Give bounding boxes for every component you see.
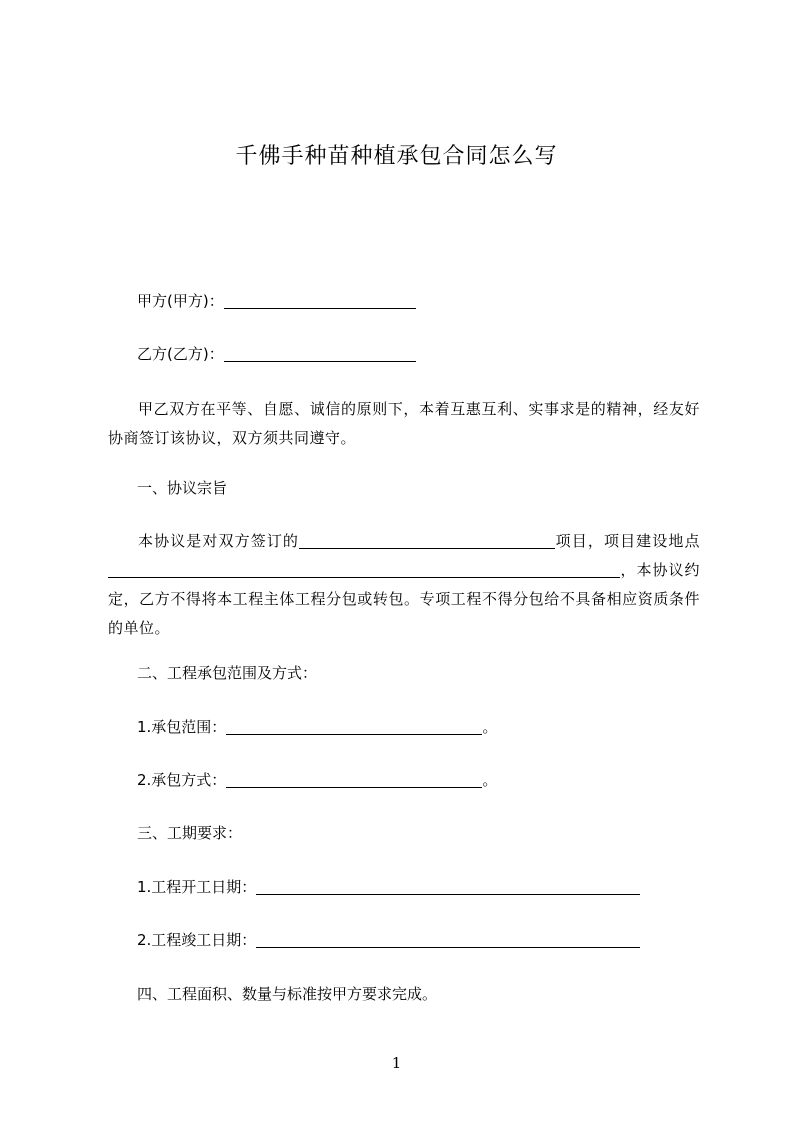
method-blank — [226, 771, 482, 788]
section3-heading: 三、工期要求： — [137, 824, 243, 842]
party-b-label: 乙方(乙方)： — [137, 345, 224, 363]
start-date-line — [137, 876, 640, 898]
method-label: 2.承包方式： — [137, 771, 227, 789]
section1-text-3: ，本协议约定，乙方不得将本工程主体工程分包或转包。专项工程不得分包给不具备相应资质条件的单位。 — [108, 561, 700, 637]
section1-paragraph — [108, 527, 700, 643]
project-name-blank — [299, 532, 555, 549]
scope-line — [137, 716, 497, 738]
end-date-line — [137, 929, 640, 951]
intro-paragraph: 甲乙双方在平等、自愿、诚信的原则下，本着互惠互利、实事求是的精神，经友好协商签订该协议，双方须共同遵守。 — [108, 400, 700, 447]
section4-heading: 四、工程面积、数量与标准按甲方要求完成。 — [137, 985, 438, 1003]
section1-heading: 一、协议宗旨 — [137, 479, 228, 497]
end-date-blank — [256, 931, 640, 948]
party-a-label: 甲方(甲方)： — [137, 292, 224, 310]
page-number: 1 — [391, 1054, 402, 1072]
method-line — [137, 769, 497, 791]
party-a-line — [137, 290, 416, 312]
section2-heading: 二、工程承包范围及方式： — [137, 664, 318, 682]
method-period: 。 — [482, 771, 498, 789]
scope-period: 。 — [482, 718, 498, 736]
scope-label: 1.承包范围： — [137, 718, 227, 736]
party-a-blank — [224, 292, 416, 309]
start-date-label: 1.工程开工日期： — [137, 878, 257, 896]
end-date-label: 2.工程竣工日期： — [137, 931, 257, 949]
party-b-line — [137, 343, 416, 365]
start-date-blank — [256, 878, 640, 895]
party-b-blank — [224, 345, 416, 362]
project-location-blank — [108, 561, 620, 578]
section1-text-2: 项目，项目建设地点 — [555, 532, 700, 550]
document-title: 千佛手种苗种植承包合同怎么写 — [235, 144, 558, 169]
scope-blank — [226, 718, 482, 735]
section1-text-1: 本协议是对双方签订的 — [138, 532, 300, 550]
